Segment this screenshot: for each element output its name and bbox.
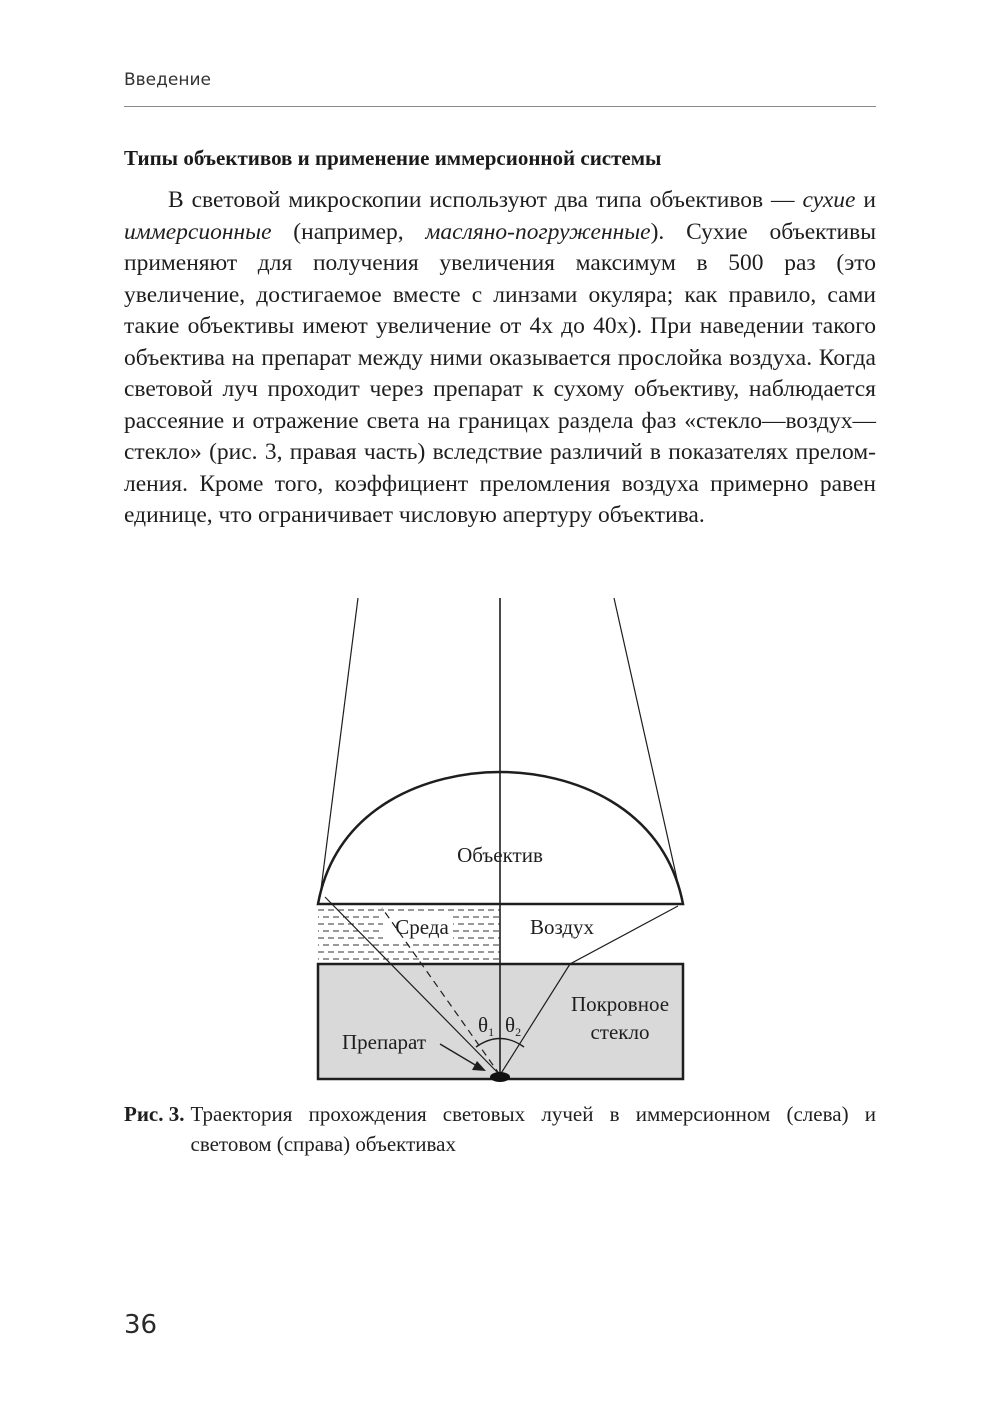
theta2-subscript: 2 — [515, 1025, 522, 1039]
body-paragraph — [124, 185, 876, 532]
term-oil: масляно-погруженные — [425, 218, 651, 245]
section-title: Типы объективов и применение иммерсионной системы — [124, 146, 662, 170]
specimen-dot — [490, 1072, 510, 1082]
paragraph-text-3: ). Сухие объективы применяют для получения увеличения максимум в 500 раз (это увеличение, достигаемое вместе с линзами окуляра; как правило, сами такие объективы имеют увеличение от 4х до 40х). При наведении такого объектива на препарат между ними оказывается прослойка воздуха. Когда световой луч проходит через препарат к сухому объективу, наблюдается рассеяние и отражение света на границах раздела фаз «стекло—воздух—стекло» (рис. 3, правая часть) вследствие различий в показателях преломления. Кроме того, коэффициент преломления воздуха примерно равен единице, что ограничивает числовую апертуру объектива. — [124, 218, 876, 528]
header-divider — [124, 106, 876, 107]
medium-label: Среда — [395, 915, 449, 939]
objective-label: Объектив — [457, 843, 543, 867]
caption-text: Траектория прохождения световых лучей в иммерсионном (слева) и световом (справа) объективах — [190, 1102, 876, 1156]
theta1-symbol: θ — [478, 1013, 489, 1037]
theta1-subscript: 1 — [488, 1025, 495, 1039]
air-label: Воздух — [529, 915, 595, 939]
figure-caption — [124, 1099, 876, 1159]
objective-diagram — [300, 590, 700, 1090]
page-number: 36 — [124, 1310, 158, 1340]
coverslip-label-line2: стекло — [590, 1020, 650, 1044]
coverslip-label-line1: Покровное — [570, 992, 670, 1016]
specimen-label: Препарат — [342, 1030, 426, 1054]
running-head: Введение — [124, 70, 211, 90]
figure-3 — [300, 590, 700, 1090]
paragraph-text-2: (например, — [271, 218, 426, 245]
paragraph-text-1: В световой микроскопии используют два типа объективов — — [168, 187, 795, 213]
theta2-symbol: θ — [505, 1013, 516, 1037]
paragraph-and: и — [855, 187, 877, 213]
term-immersion: иммерсионные — [124, 218, 272, 245]
caption-number: Рис. 3. — [124, 1102, 185, 1126]
term-dry: сухие — [802, 187, 856, 213]
